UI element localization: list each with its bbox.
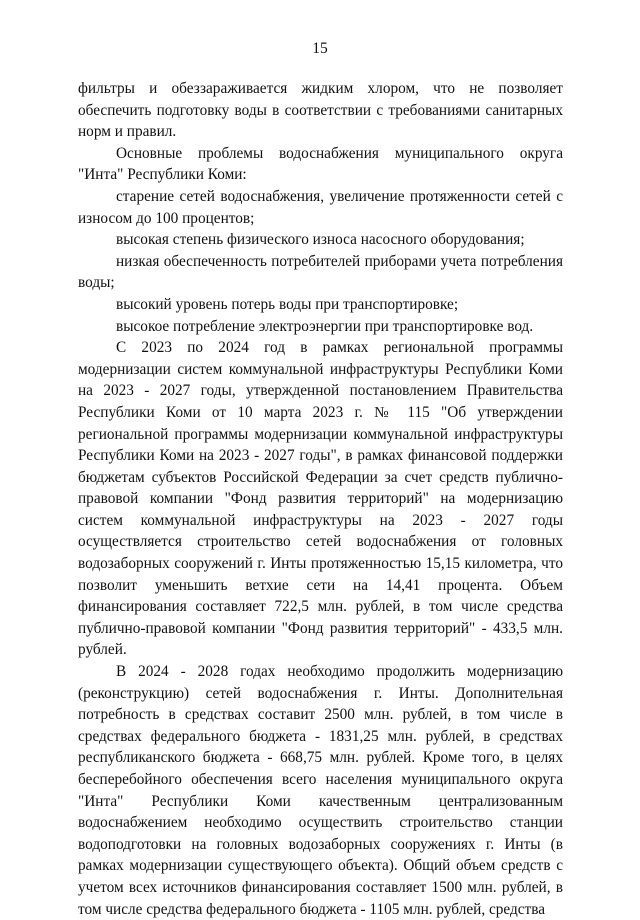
paragraph-problem-item: высокий уровень потерь воды при транспортировке;	[116, 295, 459, 313]
paragraph-plan-2024-2028: В 2024 - 2028 годах необходимо продолжить модернизацию (реконструкцию) сетей водоснабжения г. Инты. Дополнительная потребность в средствах составит 2500 млн. рублей, в том числе в средствах федерального бюджета - 1831,25 млн. рублей, в средствах республиканского бюджета - 668,75 млн. рублей. Кроме того, в целях бесперебойного обеспечения всего населения муниципального округа "Инта" Республики Коми качественным централизованным водоснабжением необходимо осуществить строительство станции водоподготовки на головных водозаборных сооружениях г. Инты (в рамках модернизации существующего объекта). Общий объем средств с учетом всех источников финансирования составляет 1500 млн. рублей, в том числе средства федерального бюджета - 1105 млн. рублей, средства	[78, 663, 563, 918]
document-body	[78, 78, 563, 920]
paragraph-problems-heading: Основные проблемы водоснабжения муниципального округа "Инта" Республики Коми:	[78, 144, 563, 184]
paragraph-problem-item: низкая обеспеченность потребителей приборами учета потребления воды;	[78, 252, 563, 292]
page-number: 15	[312, 40, 328, 57]
paragraph-problem-item: старение сетей водоснабжения, увеличение протяженности сетей с износом до 100 процентов;	[78, 187, 563, 227]
paragraph-continued: фильтры и обеззараживается жидким хлором, что не позволяет обеспечить подготовку воды в соответствии с требованиями санитарных норм и правил.	[78, 80, 563, 141]
paragraph-problem-item: высокая степень физического износа насосного оборудования;	[116, 231, 525, 249]
paragraph-program-2023: С 2023 по 2024 год в рамках региональной программы модернизации систем коммунальной инфраструктуры Республики Коми на 2023 - 2027 годы, утвержденной постановлением Правительства Республики Коми от 10 марта 2023 г. № 115 "Об утверждении региональной программы модернизации коммунальной инфраструктуры Республики Коми на 2023 - 2027 годы", в рамках финансовой поддержки бюджетам субъектов Российской Федерации за счет средств публично-правовой компании "Фонд развития территорий" на модернизацию систем коммунальной инфраструктуры на 2023 - 2027 годы осуществляется строительство сетей водоснабжения от головных водозаборных сооружений г. Инты протяженностью 15,15 километра, что позволит уменьшить ветхие сети на 14,41 процента. Объем финансирования составляет 722,5 млн. рублей, в том числе средства публично-правовой компании "Фонд развития территорий" - 433,5 млн. рублей.	[78, 339, 563, 659]
paragraph-problem-item: высокое потребление электроэнергии при транспортировке вод.	[116, 317, 534, 335]
